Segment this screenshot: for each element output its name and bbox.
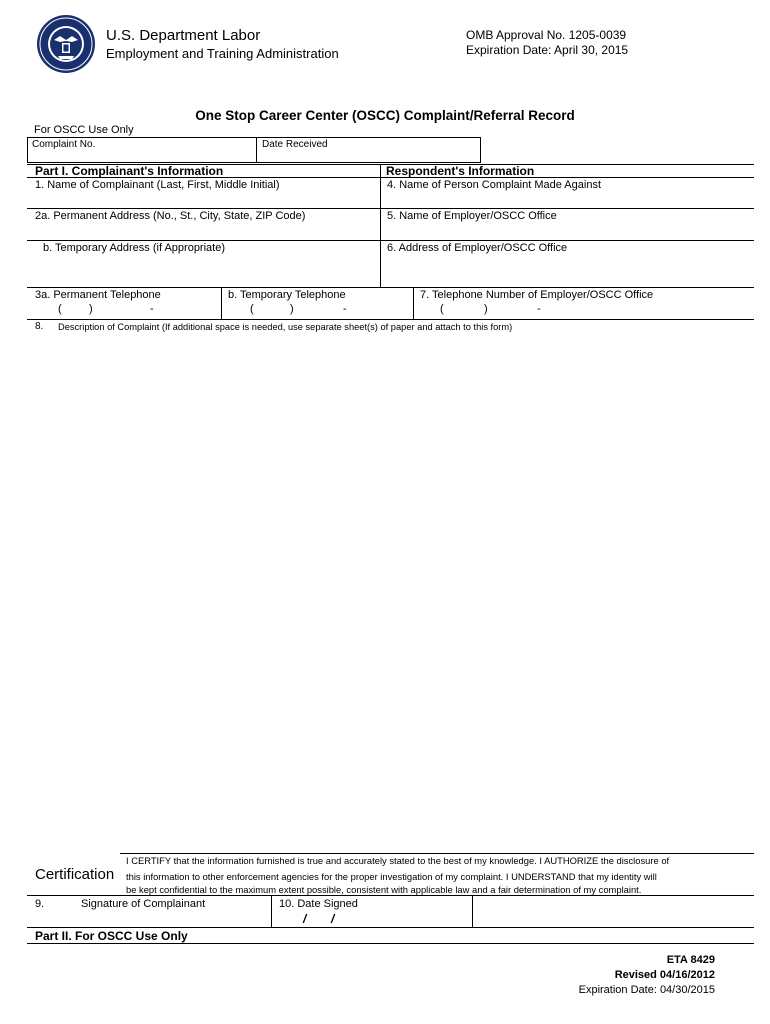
- date-slash-2: /: [331, 912, 335, 926]
- respondent-heading: Respondent's Information: [386, 164, 535, 178]
- field-2a-label[interactable]: 2a. Permanent Address (No., St., City, State, ZIP Code): [35, 210, 306, 222]
- phone-7-open: (: [440, 303, 444, 315]
- date-received-label: Date Received: [262, 139, 328, 150]
- complaint-no-label: Complaint No.: [32, 139, 96, 150]
- certification-label: Certification: [35, 866, 115, 883]
- phone-3a-open: (: [58, 303, 62, 315]
- signature-field[interactable]: Signature of Complainant: [81, 898, 206, 910]
- phone-7-close: ): [484, 303, 488, 315]
- heading-underline-left: [27, 177, 380, 178]
- row-rule-2: [27, 240, 754, 241]
- phone-3b-close: ): [290, 303, 294, 315]
- revised-date: Revised 04/16/2012: [614, 969, 715, 981]
- form-title: One Stop Career Center (OSCC) Complaint/Referral Record: [195, 108, 575, 123]
- omb-approval: OMB Approval No. 1205-0039: [466, 28, 627, 42]
- phone-divider-1: [221, 287, 222, 319]
- phone-3a-close: ): [89, 303, 93, 315]
- extra-signature-box[interactable]: [473, 896, 754, 926]
- oscc-box-divider: [256, 137, 257, 163]
- respondent-column-divider: [380, 164, 381, 287]
- field-2b-label[interactable]: b. Temporary Address (if Appropriate): [43, 242, 225, 254]
- field-4-label[interactable]: 4. Name of Person Complaint Made Against: [387, 179, 602, 191]
- phone-3a-dash: -: [150, 303, 154, 315]
- oscc-use-only-label: For OSCC Use Only: [34, 124, 134, 136]
- complaint-description-area[interactable]: [27, 336, 754, 851]
- sub-agency-name: Employment and Training Administration: [106, 46, 339, 61]
- date-slash-1: /: [303, 912, 307, 926]
- form-id: ETA 8429: [666, 954, 715, 966]
- field-3b-label[interactable]: b. Temporary Telephone: [228, 289, 346, 301]
- agency-name: U.S. Department Labor: [106, 27, 261, 44]
- field-5-label[interactable]: 5. Name of Employer/OSCC Office: [387, 210, 557, 222]
- part2-underline: [27, 943, 754, 944]
- certification-line-1: I CERTIFY that the information furnished is true and accurately stated to the best of my knowledge. I AUTHORIZE the disclosure of: [126, 855, 670, 866]
- phone-divider-2: [413, 287, 414, 319]
- field-9-number: 9.: [35, 898, 45, 910]
- footer-expiration: Expiration Date: 04/30/2015: [578, 984, 715, 996]
- field-8-number: 8.: [35, 321, 44, 332]
- signature-divider-1: [271, 895, 272, 927]
- field-3a-label[interactable]: 3a. Permanent Telephone: [35, 289, 161, 301]
- phone-7-dash: -: [537, 303, 541, 315]
- part2-heading: Part II. For OSCC Use Only: [35, 929, 188, 943]
- row-rule-4: [27, 319, 754, 320]
- field-7-label[interactable]: 7. Telephone Number of Employer/OSCC Office: [420, 289, 654, 301]
- field-6-label[interactable]: 6. Address of Employer/OSCC Office: [387, 242, 568, 254]
- certification-line-3: be kept confidential to the maximum extent possible, consistent with applicable law and a fair determination of my complaint.: [126, 884, 642, 895]
- part1-heading: Part I. Complainant's Information: [35, 164, 224, 178]
- certification-top-rule: [120, 853, 754, 854]
- date-signed-field[interactable]: 10. Date Signed: [279, 898, 358, 910]
- row-rule-3: [27, 287, 754, 288]
- phone-3b-open: (: [250, 303, 254, 315]
- header-expiration: Expiration Date: April 30, 2015: [466, 43, 629, 57]
- dol-seal-icon: [36, 14, 96, 74]
- phone-3b-dash: -: [343, 303, 347, 315]
- field-1-label[interactable]: 1. Name of Complainant (Last, First, Middle Initial): [35, 179, 280, 191]
- heading-underline-right: [380, 177, 754, 178]
- certification-line-2: this information to other enforcement agencies for the proper investigation of my complaint. I UNDERSTAND that my identity will: [126, 871, 657, 882]
- row-rule-1: [27, 208, 754, 209]
- field-8-label[interactable]: Description of Complaint (If additional space is needed, use separate sheet(s) of paper and attach to this form): [58, 322, 513, 332]
- part2-top-rule: [27, 927, 754, 928]
